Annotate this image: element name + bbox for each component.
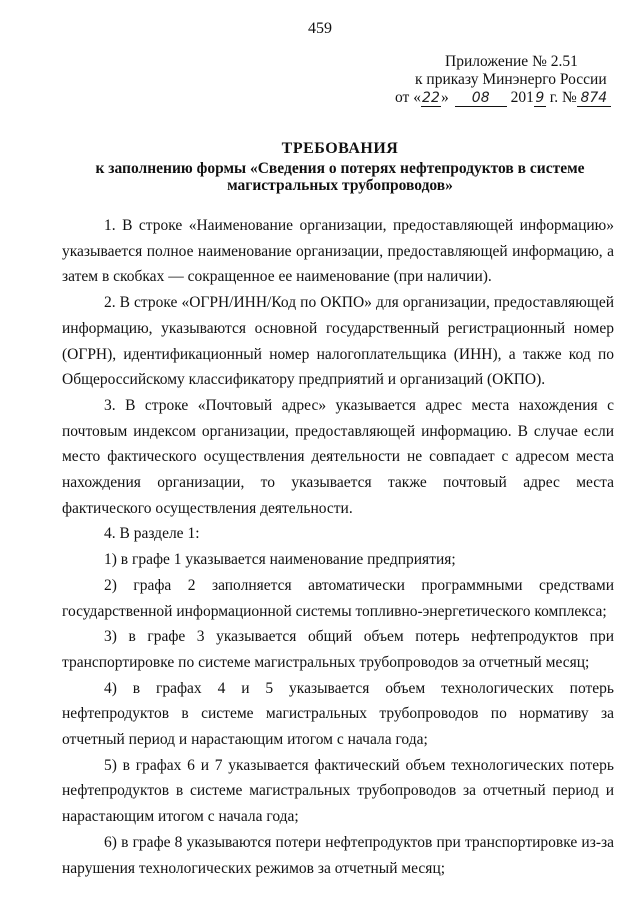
document-title: [60, 140, 620, 194]
appendix-order-ref: к приказу Минэнерго России: [415, 71, 607, 88]
paragraph: 3) в графе 3 указывается общий объем потерь нефтепродуктов при транспортировке по системе магистральных трубопроводов за отчетный месяц;: [62, 628, 614, 671]
title-line-1: к заполнению формы «Сведения о потерях нефтепродуктов в системе: [95, 160, 585, 177]
appendix-date-line: [395, 89, 625, 107]
document-body: [62, 213, 614, 881]
year-prefix: 201: [510, 89, 534, 106]
paragraph: 6) в графе 8 указываются потери нефтепродуктов при транспортировке из-за нарушения технологических режимов за отчетный месяц;: [62, 833, 614, 877]
paragraph: 4. В разделе 1:: [104, 525, 200, 543]
page-number: 459: [308, 20, 332, 37]
title-heading: ТРЕБОВАНИЯ: [281, 140, 399, 157]
date-quote-close: »: [440, 89, 449, 106]
paragraph: 1) в графе 1 указывается наименование предприятия;: [104, 551, 456, 569]
title-line-2: магистральных трубопроводов»: [227, 177, 453, 194]
handwritten-month: 08: [455, 90, 507, 107]
handwritten-day: 22: [422, 90, 440, 106]
handwritten-order-number: 874: [577, 90, 611, 107]
paragraph: 3. В строке «Почтовый адрес» указывается адрес места нахождения с почтовым индексом организации, предоставляющей информацию. В случае если место фактического осуществления деятельности не совпадает с адресом места нахождения организации, то указывается также почтовый адрес места фактического осуществления деятельности.: [62, 396, 614, 517]
paragraph: 1. В строке «Наименование организации, предоставляющей информацию» указывается полное наименование организации, предоставляющей информацию, а затем в скобках — сокращенное ее наименование (при наличии).: [62, 217, 614, 286]
paragraph: 5) в графах 6 и 7 указывается фактический объем технологических потерь нефтепродуктов в системе магистральных трубопроводов за отчетный период и нарастающим итогом с начала года;: [62, 756, 614, 826]
paragraph: 2. В строке «ОГРН/ИНН/Код по ОКПО» для организации, предоставляющей информацию, указываются основной государственный регистрационный номер (ОГРН), идентификационный номер налогоплательщика (ИНН), а также код по Общероссийскому классификатору предприятий и организаций (ОКПО).: [62, 294, 614, 389]
paragraph: 4) в графах 4 и 5 указывается объем технологических потерь нефтепродуктов в системе магистральных трубопроводов по нормативу за отчетный период и нарастающим итогом с начала года;: [62, 679, 614, 749]
handwritten-year-digit: 9: [535, 90, 545, 106]
appendix-header: [395, 53, 625, 107]
paragraph: 2) графа 2 заполняется автоматически программными средствами государственной информационной системы топливно-энергетического комплекса;: [62, 576, 614, 620]
appendix-title: Приложение № 2.51: [445, 53, 578, 70]
year-suffix: г. №: [545, 89, 577, 106]
date-prefix: от «: [395, 89, 421, 106]
